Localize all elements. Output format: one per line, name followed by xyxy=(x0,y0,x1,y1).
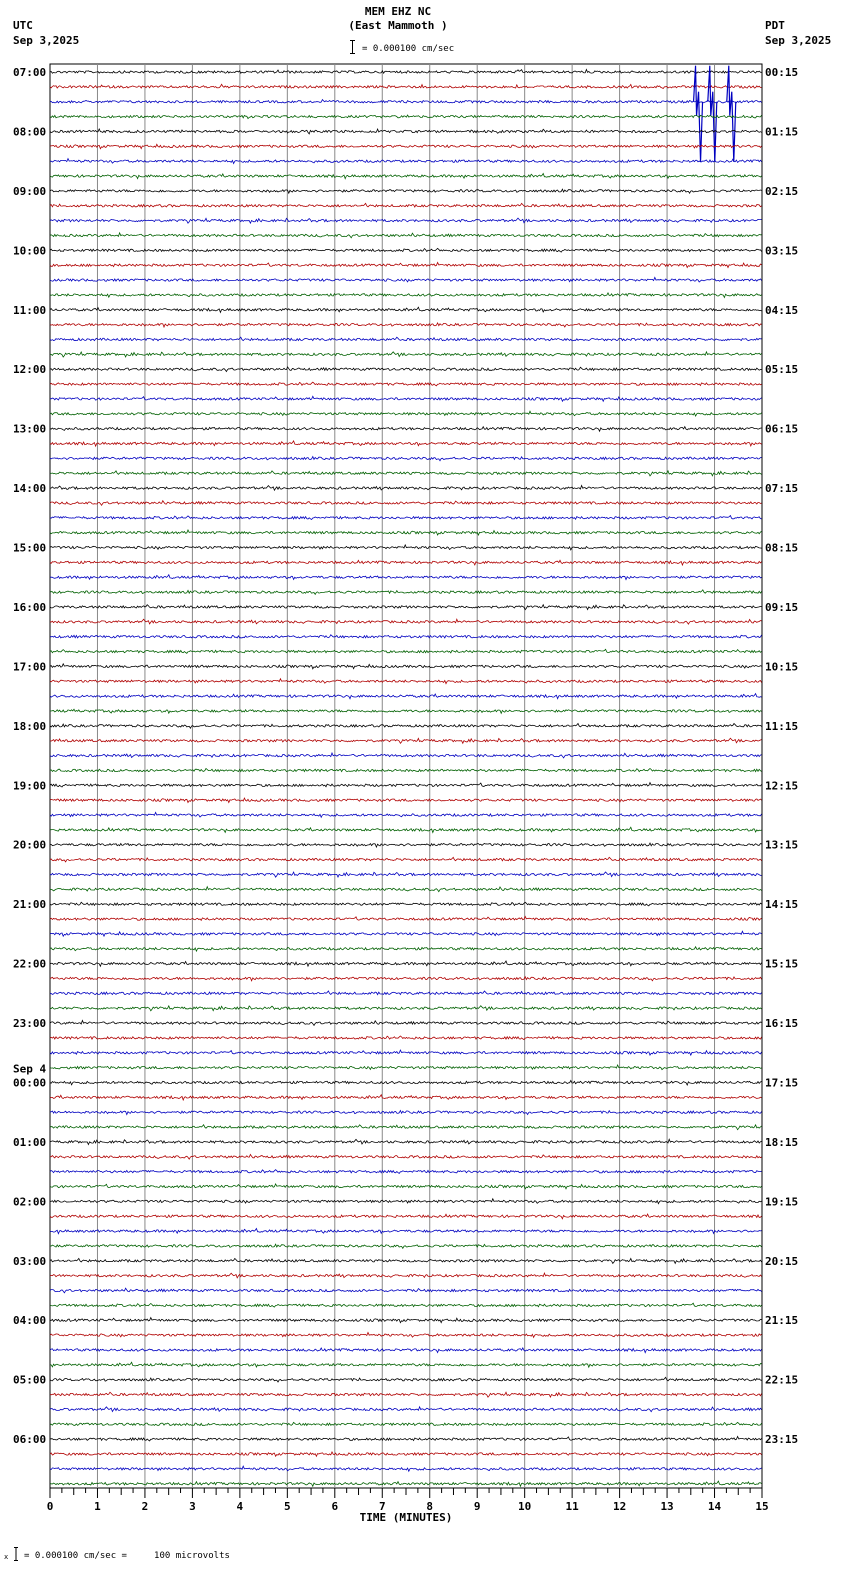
left-hour-label: 00:00 xyxy=(13,1076,47,1090)
trace-line xyxy=(50,367,762,372)
event-spike xyxy=(708,66,717,162)
trace-line xyxy=(50,1273,762,1278)
x-tick-label: 2 xyxy=(141,1500,149,1513)
x-tick-label: 11 xyxy=(565,1500,579,1513)
trace-line xyxy=(50,649,762,653)
trace-line xyxy=(50,1333,762,1338)
x-tick-label: 8 xyxy=(426,1500,434,1513)
right-hour-label: 15:15 xyxy=(765,957,799,971)
trace-line xyxy=(50,382,762,386)
trace-line xyxy=(50,827,762,832)
left-hour-label: 13:00 xyxy=(13,422,47,436)
right-hour-label: 23:15 xyxy=(765,1433,799,1447)
trace-line xyxy=(50,753,762,758)
trace-line xyxy=(50,144,762,148)
right-hour-label: 10:15 xyxy=(765,660,799,674)
trace-line xyxy=(50,1288,762,1293)
trace-line xyxy=(50,1437,762,1441)
trace-line xyxy=(50,1407,762,1412)
left-hour-label: 14:00 xyxy=(13,482,47,496)
x-tick-label: 10 xyxy=(518,1500,532,1513)
footer-scale-icon xyxy=(4,1546,20,1562)
trace-line xyxy=(50,1139,762,1144)
right-hour-label: 09:15 xyxy=(765,600,799,614)
right-hour-label: 04:15 xyxy=(765,303,799,317)
trace-line xyxy=(50,738,762,743)
right-hour-label: 05:15 xyxy=(765,363,799,377)
right-hour-label: 08:15 xyxy=(765,541,799,555)
trace-line xyxy=(50,129,762,134)
trace-line xyxy=(50,783,762,787)
trace-line xyxy=(50,916,762,920)
trace-line xyxy=(50,887,762,892)
trace-line xyxy=(50,1184,762,1189)
trace-line xyxy=(50,679,762,684)
trace-line xyxy=(50,724,762,729)
trace-line xyxy=(50,352,762,357)
x-tick-label: 5 xyxy=(284,1500,291,1513)
left-hour-label: 04:00 xyxy=(13,1314,47,1328)
trace-line xyxy=(50,1036,762,1040)
trace-line xyxy=(50,1155,762,1160)
left-hour-label: 23:00 xyxy=(13,1017,47,1031)
left-hour-label: 12:00 xyxy=(13,363,47,377)
trace-line xyxy=(50,575,762,580)
left-hour-label: 07:00 xyxy=(13,66,47,79)
scale-label: = 0.000100 cm/sec xyxy=(362,44,455,54)
trace-line xyxy=(50,1466,762,1471)
trace-line xyxy=(50,396,762,401)
trace-line xyxy=(50,1214,762,1219)
trace-line xyxy=(50,1199,762,1204)
trace-line xyxy=(50,323,762,327)
trace-line xyxy=(50,977,762,981)
trace-line xyxy=(50,590,762,595)
trace-line xyxy=(50,1452,762,1456)
left-timezone: UTC xyxy=(13,19,33,32)
trace-line xyxy=(50,218,762,223)
trace-line xyxy=(50,263,762,268)
trace-line xyxy=(50,1303,762,1307)
trace-line xyxy=(50,1006,762,1011)
x-tick-label: 12 xyxy=(612,1500,627,1513)
trace-line xyxy=(50,203,762,207)
right-hour-label: 22:15 xyxy=(765,1373,799,1387)
trace-line xyxy=(50,961,762,966)
right-hour-label: 11:15 xyxy=(765,719,799,733)
trace-line xyxy=(50,619,762,624)
left-hour-label: 19:00 xyxy=(13,779,47,793)
left-hour-label: 15:00 xyxy=(13,541,47,555)
trace-line xyxy=(50,293,762,298)
x-tick-label: 3 xyxy=(189,1500,196,1513)
left-date-label: Sep 4 xyxy=(13,1062,47,1076)
trace-line xyxy=(50,931,762,936)
left-hour-label: 17:00 xyxy=(13,660,47,674)
trace-line xyxy=(50,1259,762,1264)
trace-line xyxy=(50,84,762,88)
trace-line xyxy=(50,1318,762,1323)
trace-line xyxy=(50,471,762,476)
left-hour-label: 08:00 xyxy=(13,125,47,139)
trace-line xyxy=(50,664,762,669)
trace-line xyxy=(50,1125,762,1130)
left-hour-label: 11:00 xyxy=(13,303,47,317)
trace-line xyxy=(50,337,762,341)
trace-line xyxy=(50,902,762,906)
trace-line xyxy=(50,1081,762,1086)
x-tick-label: 4 xyxy=(236,1500,244,1513)
x-tick-label: 15 xyxy=(755,1500,769,1513)
right-hour-label: 19:15 xyxy=(765,1195,799,1209)
left-date: Sep 3,2025 xyxy=(13,34,80,47)
trace-line xyxy=(50,1422,762,1425)
right-hour-label: 17:15 xyxy=(765,1076,799,1090)
trace-line xyxy=(50,248,762,252)
left-hour-label: 10:00 xyxy=(13,244,47,258)
trace-line xyxy=(50,991,762,995)
trace-line xyxy=(50,100,762,103)
right-hour-label: 21:15 xyxy=(765,1314,799,1328)
trace-line xyxy=(50,1392,762,1397)
trace-line xyxy=(50,1021,762,1026)
trace-line xyxy=(50,189,762,193)
trace-line xyxy=(50,427,762,432)
station-title: MEM EHZ NC xyxy=(364,5,432,18)
left-hour-label: 01:00 xyxy=(13,1135,47,1149)
trace-line xyxy=(50,1377,762,1382)
right-hour-label: 16:15 xyxy=(765,1017,799,1031)
right-hour-label: 12:15 xyxy=(765,779,799,793)
right-hour-label: 01:15 xyxy=(765,125,799,139)
station-location: (East Mammoth ) xyxy=(348,19,448,32)
trace-line xyxy=(50,1362,762,1367)
trace-line xyxy=(50,1481,762,1486)
trace-line xyxy=(50,812,762,817)
trace-line xyxy=(50,441,762,446)
right-hour-label: 07:15 xyxy=(765,482,799,496)
trace-line xyxy=(50,411,762,416)
trace-line xyxy=(50,70,762,74)
trace-line xyxy=(50,1065,762,1070)
left-hour-label: 02:00 xyxy=(13,1195,47,1209)
left-hour-label: 16:00 xyxy=(13,600,47,614)
trace-line xyxy=(50,516,762,520)
trace-line xyxy=(50,486,762,491)
x-tick-label: 0 xyxy=(46,1500,54,1513)
right-hour-label: 00:15 xyxy=(765,66,799,79)
left-hour-label: 09:00 xyxy=(13,184,47,198)
x-tick-label: 7 xyxy=(378,1500,386,1513)
right-hour-label: 20:15 xyxy=(765,1254,799,1268)
trace-line xyxy=(50,545,762,550)
x-tick-label: 1 xyxy=(94,1500,101,1513)
trace-line xyxy=(50,1050,762,1055)
right-hour-label: 18:15 xyxy=(765,1135,799,1149)
right-hour-label: 14:15 xyxy=(765,898,799,912)
x-axis-label: TIME (MINUTES) xyxy=(359,1511,453,1524)
trace-line xyxy=(50,457,762,461)
left-hour-label: 20:00 xyxy=(13,838,47,852)
x-tick-label: 13 xyxy=(660,1500,674,1513)
right-date: Sep 3,2025 xyxy=(765,34,832,47)
trace-line xyxy=(50,159,762,164)
trace-line xyxy=(50,501,762,506)
trace-line xyxy=(50,1095,762,1100)
trace-line xyxy=(50,560,762,565)
x-tick-label: 9 xyxy=(473,1500,481,1513)
svg-text:x: x xyxy=(4,1553,9,1561)
trace-line xyxy=(50,1348,762,1353)
trace-line xyxy=(50,233,762,238)
trace-line xyxy=(50,857,762,862)
footer-scale-note: = 0.000100 cm/sec = 100 microvolts xyxy=(24,1551,230,1561)
trace-line xyxy=(50,947,762,951)
right-hour-label: 03:15 xyxy=(765,244,799,258)
left-hour-label: 05:00 xyxy=(13,1373,47,1387)
right-hour-label: 02:15 xyxy=(765,184,799,198)
right-timezone: PDT xyxy=(765,19,785,32)
left-hour-label: 06:00 xyxy=(13,1433,47,1447)
left-hour-label: 03:00 xyxy=(13,1254,47,1268)
right-hour-label: 06:15 xyxy=(765,422,799,436)
trace-line xyxy=(50,1111,762,1115)
trace-line xyxy=(50,1244,762,1248)
x-tick-label: 6 xyxy=(331,1500,339,1513)
x-tick-label: 14 xyxy=(707,1500,722,1513)
trace-line xyxy=(50,1229,762,1234)
trace-line xyxy=(50,307,762,312)
right-hour-label: 13:15 xyxy=(765,838,799,852)
trace-line xyxy=(50,709,762,713)
trace-line xyxy=(50,1170,762,1174)
trace-line xyxy=(50,798,762,802)
left-hour-label: 18:00 xyxy=(13,719,47,733)
trace-line xyxy=(50,605,762,610)
trace-line xyxy=(50,769,762,772)
left-hour-label: 22:00 xyxy=(13,957,47,971)
trace-line xyxy=(50,277,762,282)
trace-line xyxy=(50,174,762,179)
trace-line xyxy=(50,694,762,699)
trace-line xyxy=(50,530,762,535)
trace-line xyxy=(50,872,762,877)
trace-line xyxy=(50,843,762,847)
trace-line xyxy=(50,115,762,119)
left-hour-label: 21:00 xyxy=(13,898,47,912)
trace-line xyxy=(50,635,762,638)
